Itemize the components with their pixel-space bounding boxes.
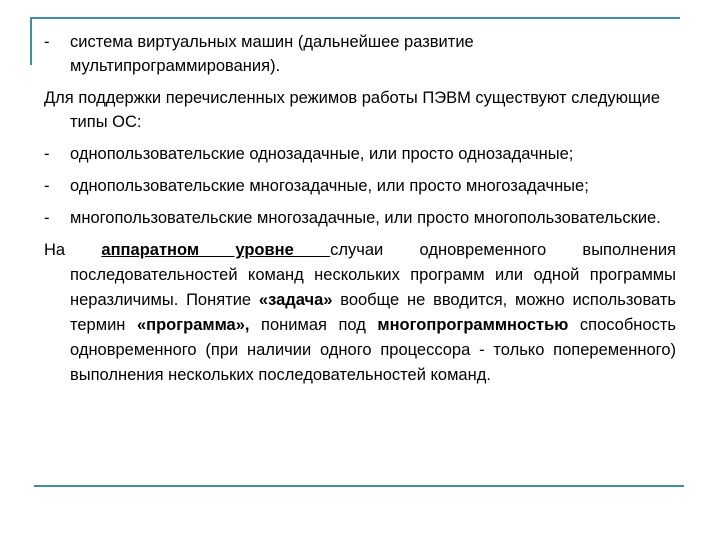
bullet-dash: - bbox=[44, 209, 50, 227]
list-item-text: однопользовательские однозадачные, или просто однозадачные; bbox=[70, 145, 574, 163]
bullet-dash: - bbox=[44, 177, 50, 195]
list-item bbox=[44, 174, 676, 198]
multiprogramming-term: многопрограммностью bbox=[377, 316, 569, 334]
list-item bbox=[44, 142, 676, 166]
list-item-text: система виртуальных машин (дальнейшее развитие мультипрограммирования). bbox=[70, 33, 474, 75]
list-item bbox=[44, 206, 676, 230]
final-text-part3: вообще не вводится, можно использовать термин bbox=[70, 291, 677, 334]
left-border-line bbox=[30, 17, 32, 65]
intro-paragraph bbox=[44, 86, 676, 134]
intro-text: Для поддержки перечисленных режимов работы ПЭВМ существуют следующие типы ОС: bbox=[44, 89, 660, 131]
bullet-dash: - bbox=[44, 33, 50, 51]
final-paragraph bbox=[44, 238, 676, 388]
list-item bbox=[44, 30, 676, 78]
slide-content bbox=[44, 30, 676, 396]
bullet-dash: - bbox=[44, 145, 50, 163]
final-text-part5: способность одновременного (при наличии одного процессора - только попеременного) выполнения нескольких последовательностей команд. bbox=[70, 316, 676, 384]
hardware-level-term: аппаратном уровне bbox=[101, 241, 331, 259]
final-text-part4: понимая под bbox=[249, 316, 378, 334]
list-item-text: однопользовательские многозадачные, или просто многозадачные; bbox=[70, 177, 589, 195]
task-term: «задача» bbox=[258, 291, 333, 309]
list-item-text: многопользовательские многозадачные, или просто многопользовательские. bbox=[70, 209, 661, 227]
bottom-border-line bbox=[34, 485, 684, 487]
final-text-part1: На bbox=[44, 241, 102, 259]
program-term: «программа», bbox=[136, 316, 250, 334]
top-border-line bbox=[30, 17, 680, 19]
final-text-part2: случаи одновременного выполнения последовательностей команд нескольких программ или одной программы неразличимы. Понятие bbox=[70, 241, 676, 309]
